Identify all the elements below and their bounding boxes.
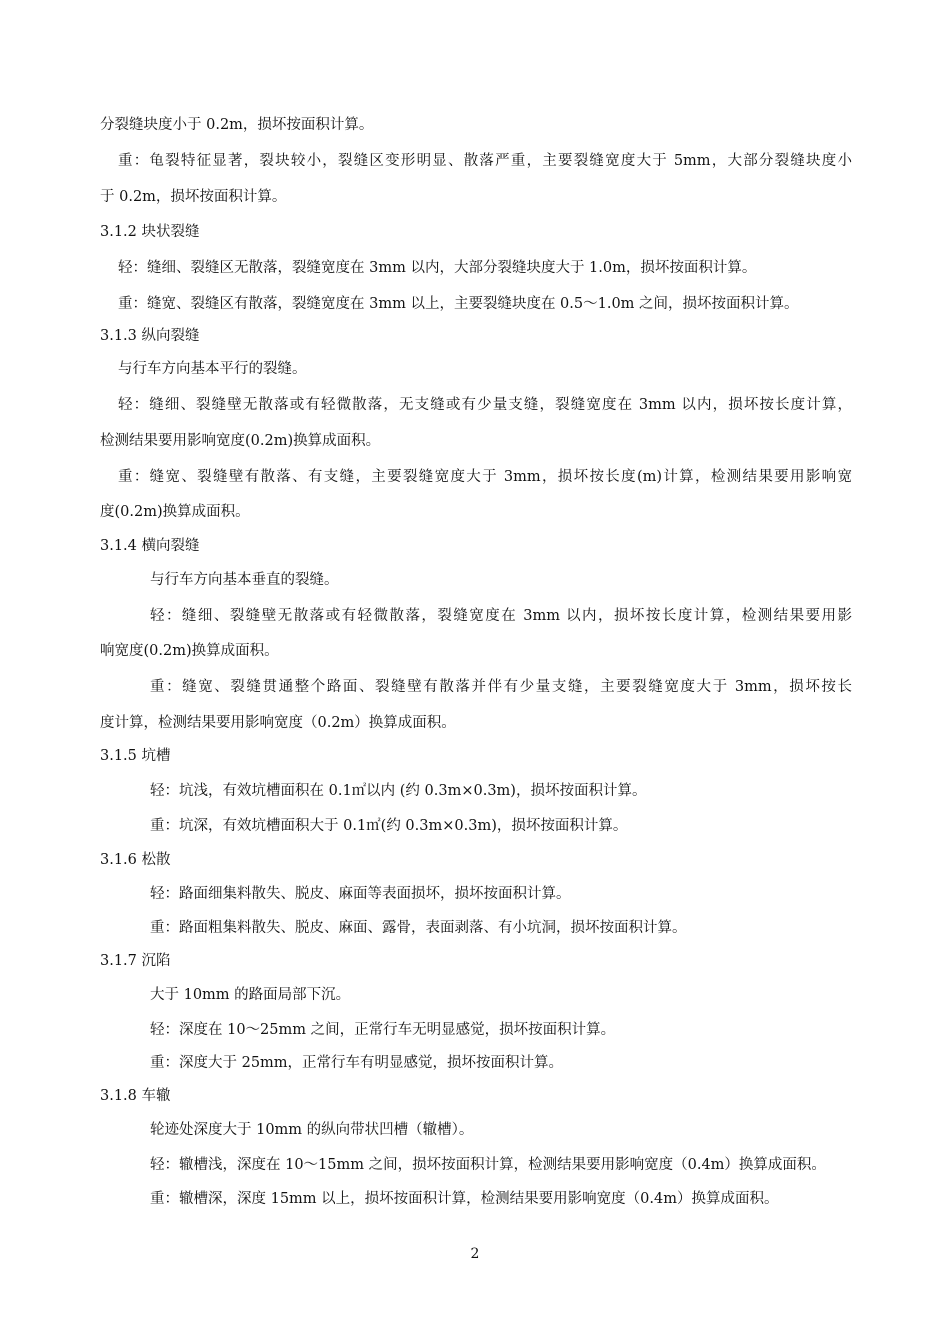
- text-line: 与行车方向基本平行的裂缝。: [118, 361, 307, 377]
- text-line: 重：深度大于 25mm，正常行车有明显感觉，损坏按面积计算。: [150, 1055, 564, 1071]
- text-line: 度(0.2m)换算成面积。: [100, 504, 250, 520]
- text-line: 重：坑深，有效坑槽面积大于 0.1㎡(约 0.3m×0.3m)，损坏按面积计算。: [150, 818, 628, 834]
- text-line: 大于 10mm 的路面局部下沉。: [150, 987, 351, 1003]
- text-line: 分裂缝块度小于 0.2m，损坏按面积计算。: [100, 117, 374, 133]
- section-heading: 3.1.2 块状裂缝: [100, 224, 200, 240]
- text-line: 轻：缝细、裂缝区无散落，裂缝宽度在 3mm 以内，大部分裂缝块度大于 1.0m，损坏按面积计算。: [118, 260, 757, 276]
- text-line: 重：龟裂特征显著，裂块较小，裂缝区变形明显、散落严重，主要裂缝宽度大于 5mm，大部分裂缝块度小: [118, 153, 852, 169]
- section-heading: 3.1.4 横向裂缝: [100, 538, 200, 554]
- text-line: 轻：缝细、裂缝壁无散落或有轻微散落，无支缝或有少量支缝，裂缝宽度在 3mm 以内，损坏按长度计算，: [118, 397, 852, 413]
- text-line: 轻：辙槽浅，深度在 10～15mm 之间，损坏按面积计算，检测结果要用影响宽度（0.4m）换算成面积。: [150, 1157, 826, 1173]
- text-line: 响宽度(0.2m)换算成面积。: [100, 643, 279, 659]
- text-line: 与行车方向基本垂直的裂缝。: [150, 572, 339, 588]
- text-line: 重：辙槽深，深度 15mm 以上，损坏按面积计算，检测结果要用影响宽度（0.4m）换算成面积。: [150, 1191, 779, 1207]
- section-heading: 3.1.8 车辙: [100, 1088, 171, 1104]
- text-line: 轻：缝细、裂缝壁无散落或有轻微散落，裂缝宽度在 3mm 以内，损坏按长度计算，检测结果要用影: [150, 608, 852, 624]
- text-line: 重：缝宽、裂缝壁有散落、有支缝，主要裂缝宽度大于 3mm，损坏按长度(m)计算，检测结果要用影响宽: [118, 469, 852, 485]
- text-line: 轻：深度在 10～25mm 之间，正常行车无明显感觉，损坏按面积计算。: [150, 1022, 616, 1038]
- text-line: 重：路面粗集料散失、脱皮、麻面、露骨，表面剥落、有小坑洞，损坏按面积计算。: [150, 920, 687, 936]
- section-heading: 3.1.3 纵向裂缝: [100, 328, 200, 344]
- text-line: 重：缝宽、裂缝贯通整个路面、裂缝壁有散落并伴有少量支缝，主要裂缝宽度大于 3mm，损坏按长: [150, 679, 852, 695]
- page-number: 2: [470, 1246, 480, 1262]
- text-line: 于 0.2m，损坏按面积计算。: [100, 189, 287, 205]
- section-heading: 3.1.7 沉陷: [100, 953, 171, 969]
- section-heading: 3.1.5 坑槽: [100, 748, 171, 764]
- text-line: 轻：坑浅，有效坑槽面积在 0.1㎡以内 (约 0.3m×0.3m)，损坏按面积计算。: [150, 783, 647, 799]
- text-line: 检测结果要用影响宽度(0.2m)换算成面积。: [100, 433, 381, 449]
- text-line: 轻：路面细集料散失、脱皮、麻面等表面损坏，损坏按面积计算。: [150, 886, 571, 902]
- text-line: 重：缝宽、裂缝区有散落，裂缝宽度在 3mm 以上，主要裂缝块度在 0.5～1.0m 之间，损坏按面积计算。: [118, 296, 799, 312]
- section-heading: 3.1.6 松散: [100, 852, 171, 868]
- text-line: 轮迹处深度大于 10mm 的纵向带状凹槽（辙槽）。: [150, 1122, 474, 1138]
- text-line: 度计算，检测结果要用影响宽度（0.2m）换算成面积。: [100, 715, 456, 731]
